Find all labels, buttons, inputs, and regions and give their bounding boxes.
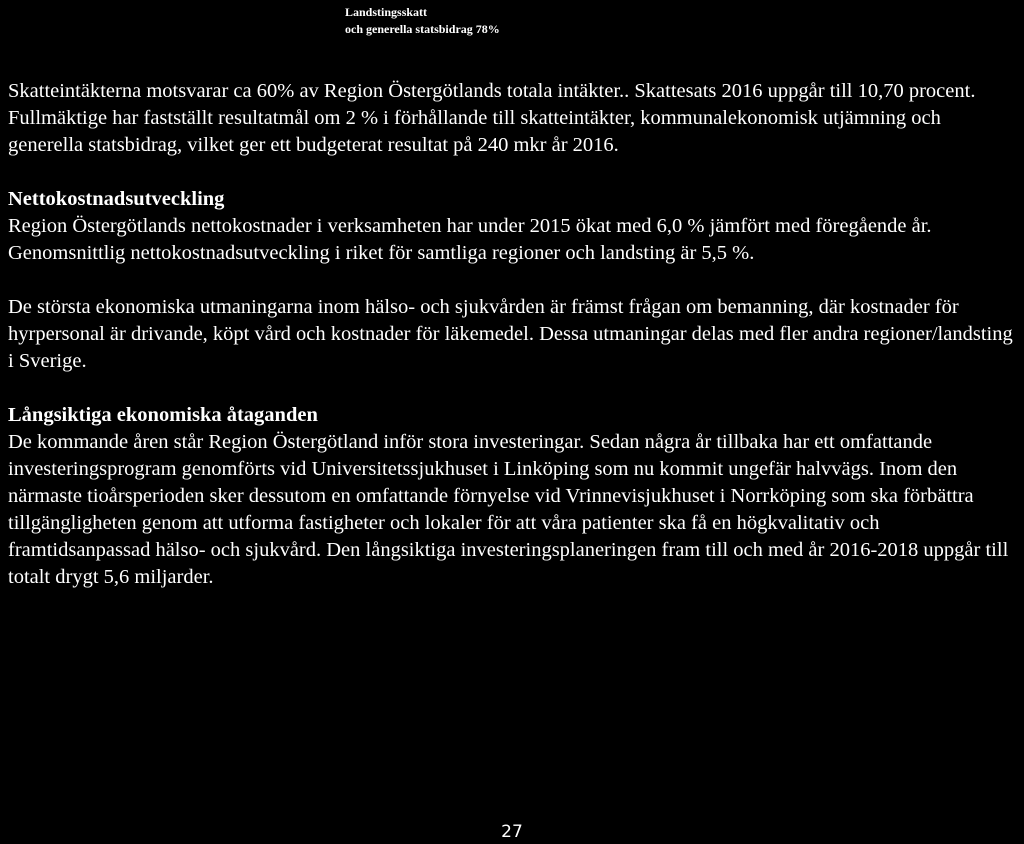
caption-line-2: och generella statsbidrag 78% xyxy=(345,22,500,36)
chart-caption xyxy=(345,4,500,38)
document-body xyxy=(8,78,1016,591)
caption-line-1: Landstingsskatt xyxy=(345,5,428,19)
utmaningar-paragraph: De största ekonomiska utmaningarna inom hälso- och sjukvården är främst frågan om bemanning, där kostnader för hyrpersonal är drivande, köpt vård och kostnader för läkemedel. Dessa utmaningar delas med fler andra regioner/landsting i Sverige. xyxy=(8,296,1013,372)
page-number: 27 xyxy=(501,822,523,842)
spacer xyxy=(8,267,1016,294)
intro-paragraph: Skatteintäkterna motsvarar ca 60% av Region Östergötlands totala intäkter.. Skattesats 2016 uppgår till 10,70 procent. Fullmäktige har fastställt resultatmål om 2 % i förhållande till skatteintäkter, kommunalekonomisk utjämning och generella statsbidrag, vilket ger ett budgeterat resultat på 240 mkr år 2016. xyxy=(8,80,976,156)
section-heading-nettokostnad: Nettokostnadsutveckling xyxy=(8,188,225,210)
section-heading-ataganden: Långsiktiga ekonomiska åtaganden xyxy=(8,404,318,426)
spacer xyxy=(8,159,1016,186)
ataganden-paragraph: De kommande åren står Region Östergötland inför stora investeringar. Sedan några år tillbaka har ett omfattande investeringsprogram genomförts vid Universitetssjukhuset i Linköping som nu kommit ungefär halvvägs. Inom den närmaste tioårsperioden sker dessutom en omfattande förnyelse vid Vrinnevisjukhuset i Norrköping som ska förbättra tillgängligheten genom att utforma fastigheter och lokaler för att våra patienter ska få en högkvalitativ och framtidsanpassad hälso- och sjukvård. Den långsiktiga investeringsplaneringen fram till och med år 2016-2018 uppgår till totalt drygt 5,6 miljarder. xyxy=(8,431,1009,588)
spacer xyxy=(8,375,1016,402)
nettokostnad-paragraph: Region Östergötlands nettokostnader i verksamheten har under 2015 ökat med 6,0 % jämfört med föregående år. Genomsnittlig nettokostnadsutveckling i riket för samtliga regioner och landsting är 5,5 %. xyxy=(8,215,932,264)
